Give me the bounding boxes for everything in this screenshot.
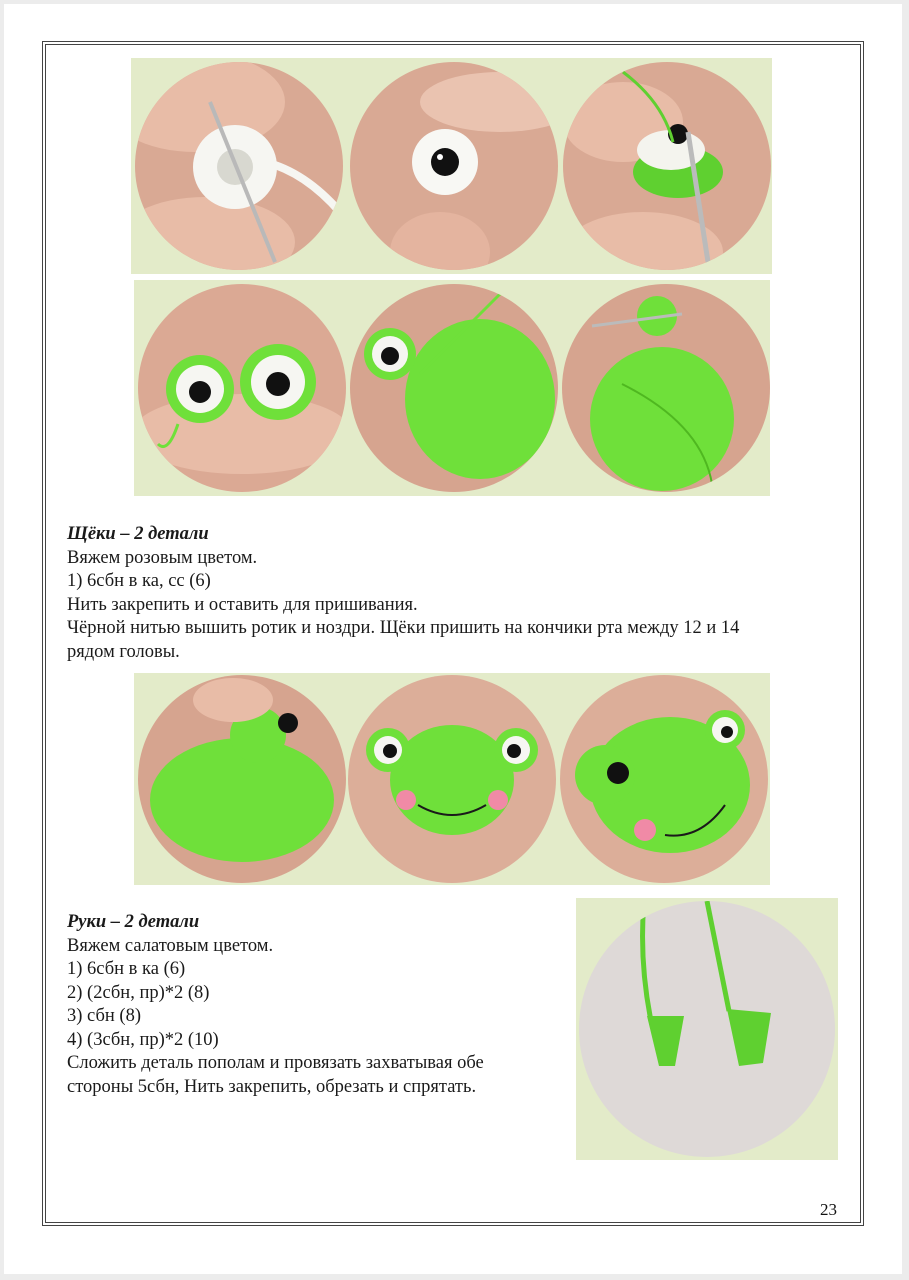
photo-head-side-eye — [138, 675, 346, 883]
arms-line: 1) 6сбн в ка (6) — [67, 959, 186, 979]
photo-arms-circle — [579, 901, 835, 1157]
arms-line: 2) (2сбн, пр)*2 (8) — [67, 982, 210, 1003]
arms-line: 4) (3сбн, пр)*2 (10) — [67, 1029, 219, 1050]
photo-eye-ring-stitching — [135, 62, 343, 270]
photo-frog-face-front — [348, 675, 556, 883]
photo-eye-on-head — [350, 284, 558, 492]
cheeks-heading: Щёки – 2 детали — [67, 524, 209, 544]
photo-two-eyes — [138, 284, 346, 492]
photo-eye-green-ring — [563, 62, 771, 270]
photo-head-sewing — [562, 284, 770, 492]
cheeks-line: Чёрной нитью вышить ротик и ноздри. Щёки пришить на кончики рта между 12 и 14 — [67, 618, 740, 638]
arms-section — [67, 911, 484, 1099]
cheeks-line: 1) 6сбн в ка, сс (6) — [67, 571, 211, 591]
photo-row-eyes-1 — [131, 58, 772, 274]
cheeks-line: Вяжем розовым цветом. — [67, 547, 258, 568]
photo-row-eyes-2 — [134, 280, 770, 496]
photo-eye-with-bead — [350, 62, 558, 270]
page-number: 23 — [820, 1200, 837, 1219]
photo-arms — [576, 898, 838, 1160]
arms-line: Вяжем салатовым цветом. — [67, 935, 274, 956]
arms-heading: Руки – 2 детали — [67, 912, 200, 932]
cheeks-section — [67, 523, 739, 664]
photo-frog-face-angle — [560, 675, 768, 883]
cheeks-line: рядом головы. — [67, 641, 180, 662]
arms-line: 3) сбн (8) — [67, 1006, 141, 1026]
arms-line: Сложить деталь пополам и провязать захватывая обе — [67, 1053, 484, 1073]
arms-line: стороны 5сбн, Нить закрепить, обрезать и спрятать. — [67, 1076, 477, 1097]
photo-row-faces — [134, 673, 770, 885]
cheeks-line: Нить закрепить и оставить для пришивания. — [67, 594, 418, 615]
